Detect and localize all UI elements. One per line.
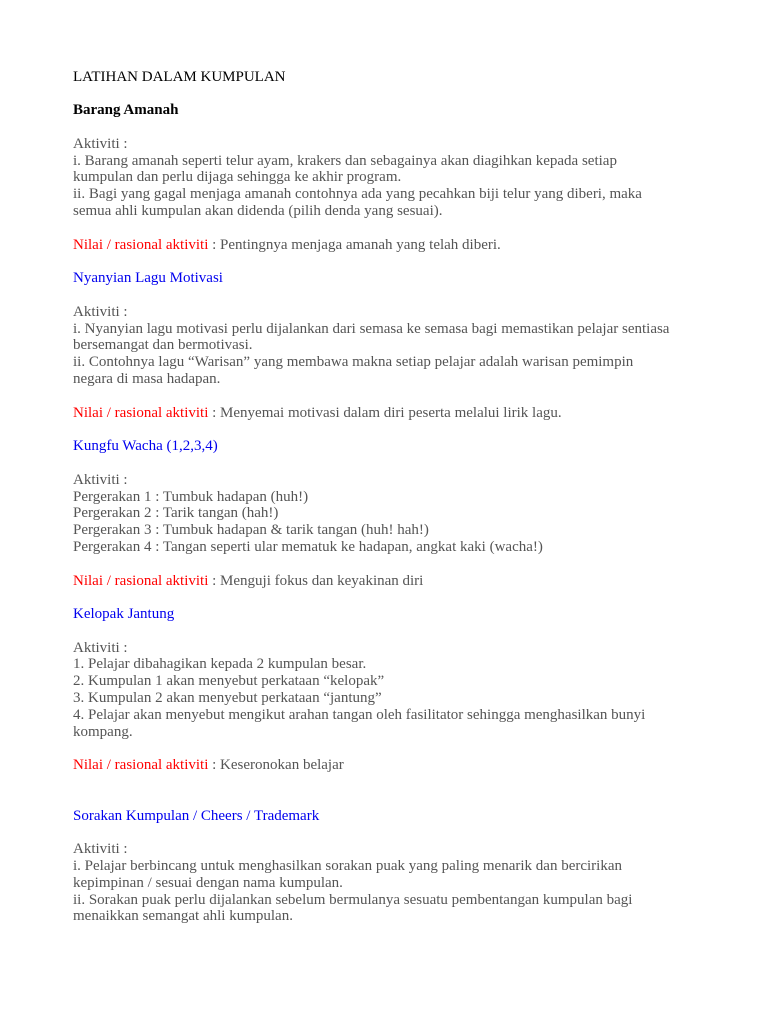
section-kungfu-wacha — [73, 438, 748, 589]
section-heading: Kungfu Wacha (1,2,3,4) — [73, 438, 218, 455]
activity-line: ii. Sorakan puak perlu dijalankan sebelum bermulanya sesuatu pembentangan kumpulan bagi — [73, 891, 633, 908]
activity-line: Pergerakan 3 : Tumbuk hadapan & tarik tangan (huh! hah!) — [73, 522, 429, 539]
activity-value-line — [73, 405, 748, 422]
activity-line: i. Barang amanah seperti telur ayam, krakers dan sebagainya akan diagihkan kepada setiap — [73, 152, 617, 169]
activity-line: 2. Kumpulan 1 akan menyebut perkataan “kelopak” — [73, 673, 385, 690]
activity-label: Aktiviti : — [73, 639, 128, 656]
value-text: : Keseronokan belajar — [212, 757, 344, 774]
activity-line: 4. Pelajar akan menyebut mengikut arahan tangan oleh fasilitator sehingga menghasilkan bunyi — [73, 706, 646, 723]
section-kelopak-jantung — [73, 606, 748, 774]
section-heading: Nyanyian Lagu Motivasi — [73, 270, 223, 287]
value-label: Nilai / rasional aktiviti — [73, 757, 209, 774]
section-barang-amanah — [73, 102, 748, 253]
spacer — [73, 774, 748, 808]
activity-line: kepimpinan / sesuai dengan nama kumpulan. — [73, 874, 343, 891]
activity-line: 1. Pelajar dibahagikan kepada 2 kumpulan besar. — [73, 656, 367, 673]
value-text: : Pentingnya menjaga amanah yang telah diberi. — [212, 236, 501, 253]
spacer — [73, 455, 748, 472]
activity-line: semua ahli kumpulan akan didenda (pilih denda yang sesuai). — [73, 202, 443, 219]
activity-line: negara di masa hadapan. — [73, 370, 221, 387]
document-title: LATIHAN DALAM KUMPULAN — [73, 68, 286, 85]
section-heading: Barang Amanah — [73, 102, 179, 119]
section-heading: Sorakan Kumpulan / Cheers / Trademark — [73, 807, 320, 824]
value-label: Nilai / rasional aktiviti — [73, 236, 209, 253]
activity-line: i. Pelajar berbincang untuk menghasilkan sorakan puak yang paling menarik dan bercirikan — [73, 858, 622, 875]
spacer — [73, 85, 748, 102]
activity-label: Aktiviti : — [73, 841, 128, 858]
activity-value-line — [73, 573, 748, 590]
value-text: : Menguji fokus dan keyakinan diri — [212, 572, 424, 589]
activity-line: Pergerakan 1 : Tumbuk hadapan (huh!) — [73, 488, 309, 505]
activity-label: Aktiviti : — [73, 135, 128, 152]
activity-value-line — [73, 237, 748, 254]
value-label: Nilai / rasional aktiviti — [73, 404, 209, 421]
activity-label: Aktiviti : — [73, 471, 128, 488]
document-page — [73, 69, 748, 926]
activity-line: ii. Contohnya lagu “Warisan” yang membawa makna setiap pelajar adalah warisan pemimpin — [73, 354, 634, 371]
value-label: Nilai / rasional aktiviti — [73, 572, 209, 589]
spacer — [73, 556, 748, 573]
activity-value-line — [73, 757, 748, 774]
spacer — [73, 740, 748, 757]
activity-line: menaikkan semangat ahli kumpulan. — [73, 908, 293, 925]
spacer — [73, 421, 748, 438]
spacer — [73, 220, 748, 237]
activity-line: ii. Bagi yang gagal menjaga amanah contohnya ada yang pecahkan biji telur yang diberi, maka — [73, 186, 642, 203]
section-nyanyian-lagu-motivasi — [73, 270, 748, 421]
spacer — [73, 253, 748, 270]
value-text: : Menyemai motivasi dalam diri peserta melalui lirik lagu. — [212, 404, 562, 421]
spacer — [73, 824, 748, 841]
activity-label: Aktiviti : — [73, 303, 128, 320]
activity-line: Pergerakan 2 : Tarik tangan (hah!) — [73, 505, 279, 522]
activity-line: kumpulan dan perlu dijaga sehingga ke akhir program. — [73, 169, 402, 186]
spacer — [73, 287, 748, 304]
section-sorakan-kumpulan — [73, 808, 748, 926]
activity-line: kompang. — [73, 723, 133, 740]
activity-line: bersemangat dan bermotivasi. — [73, 337, 253, 354]
spacer — [73, 589, 748, 606]
activity-line: Pergerakan 4 : Tangan seperti ular mematuk ke hadapan, angkat kaki (wacha!) — [73, 538, 543, 555]
spacer — [73, 119, 748, 136]
spacer — [73, 388, 748, 405]
section-heading: Kelopak Jantung — [73, 606, 175, 623]
activity-line: i. Nyanyian lagu motivasi perlu dijalankan dari semasa ke semasa bagi memastikan pelajar sentiasa — [73, 320, 670, 337]
spacer — [73, 623, 748, 640]
activity-line: 3. Kumpulan 2 akan menyebut perkataan “jantung” — [73, 690, 382, 707]
